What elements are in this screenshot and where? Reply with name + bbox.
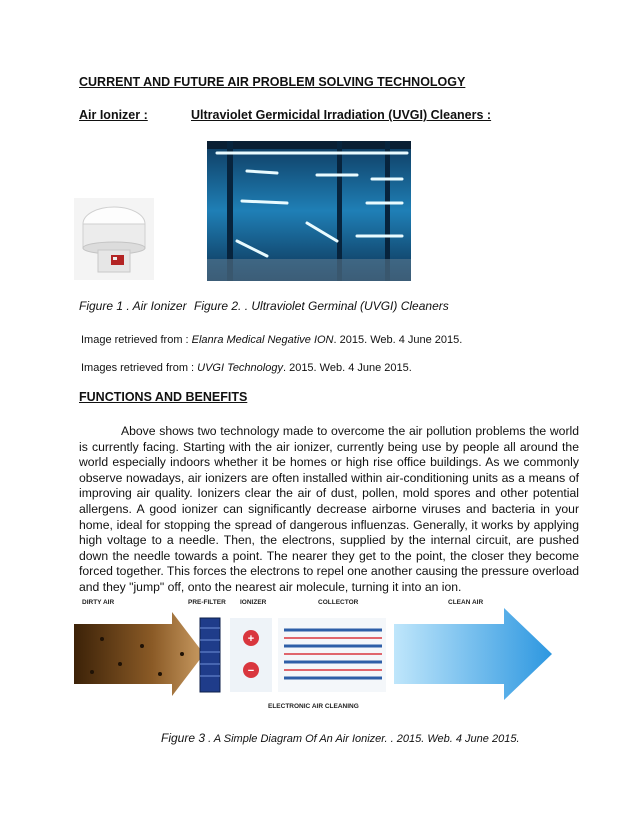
label-pre-filter: PRE-FILTER — [188, 599, 226, 606]
citation-1-title: Elanra Medical Negative ION — [191, 334, 334, 346]
figure-3-caption — [161, 731, 520, 745]
functions-benefits-heading: FUNCTIONS AND BENEFITS — [79, 390, 248, 404]
body-paragraph — [79, 424, 579, 596]
figure-3-label: Figure 3 — [161, 731, 206, 745]
ion-plus-sign: + — [247, 633, 255, 645]
figure-2-caption: Figure 2. . Ultraviolet Germinal (UVGI) Cleaners — [194, 299, 449, 313]
citation-2-suffix: . 2015. Web. 4 June 2015. — [282, 362, 412, 374]
citation-2-prefix: Images retrieved from : — [81, 362, 198, 374]
citation-1 — [81, 334, 462, 346]
citation-1-prefix: Image retrieved from : — [81, 334, 192, 346]
citation-2-title: UVGI Technology — [197, 362, 283, 374]
citation-2 — [81, 362, 412, 374]
air-ionizer-heading: Air Ionizer : — [79, 108, 148, 122]
figure-3-citation: . A Simple Diagram Of An Air Ionizer. . 2015. Web. 4 June 2015. — [205, 733, 520, 745]
air-ionizer-image — [74, 198, 154, 280]
figure-1-caption: Figure 1 . Air Ionizer — [79, 299, 187, 313]
body-paragraph-text: Above shows two technology made to overcome the air pollution problems the world is currently facing. Starting with the air ionizer, currently being use by people all around the world especially indoors whether it be homes or high rise office buildings. As we commonly observe nowadays, air ionizers are often installed within air-conditioning units as a means of improving air quality. Ionizers clear the air of dust, pollen, mold spores and other potential allergens. A good ionizer can significantly decrease airborne viruses and bacteria in your home, ideal for stopping the spread of dangerous influenzas. Generally, it works by applying high voltage to a needle. Then, the electrons, supplied by the internal circuit, are pushed down the needle towards a point. The nearer they get to the point, the closer they become forced together. This forces the electrons to repel one another causing the pressure overload and they "jump" off, onto the nearest air molecule, turning it into an ion. — [79, 424, 579, 594]
label-collector: COLLECTOR — [318, 599, 359, 606]
citation-1-suffix: . 2015. Web. 4 June 2015. — [333, 334, 463, 346]
uvgi-cleaner-image — [207, 141, 411, 281]
label-dirty-air: DIRTY AIR — [82, 599, 115, 606]
label-clean-air: CLEAN AIR — [448, 599, 484, 606]
ionizer-diagram — [72, 594, 566, 712]
document-heading: CURRENT AND FUTURE AIR PROBLEM SOLVING TECHNOLOGY — [79, 75, 466, 89]
label-electronic-air-cleaning: ELECTRONIC AIR CLEANING — [268, 703, 359, 710]
label-ionizer: IONIZER — [240, 599, 267, 606]
uvgi-heading: Ultraviolet Germicidal Irradiation (UVGI) Cleaners : — [191, 108, 492, 122]
ion-minus-sign: − — [247, 665, 255, 677]
